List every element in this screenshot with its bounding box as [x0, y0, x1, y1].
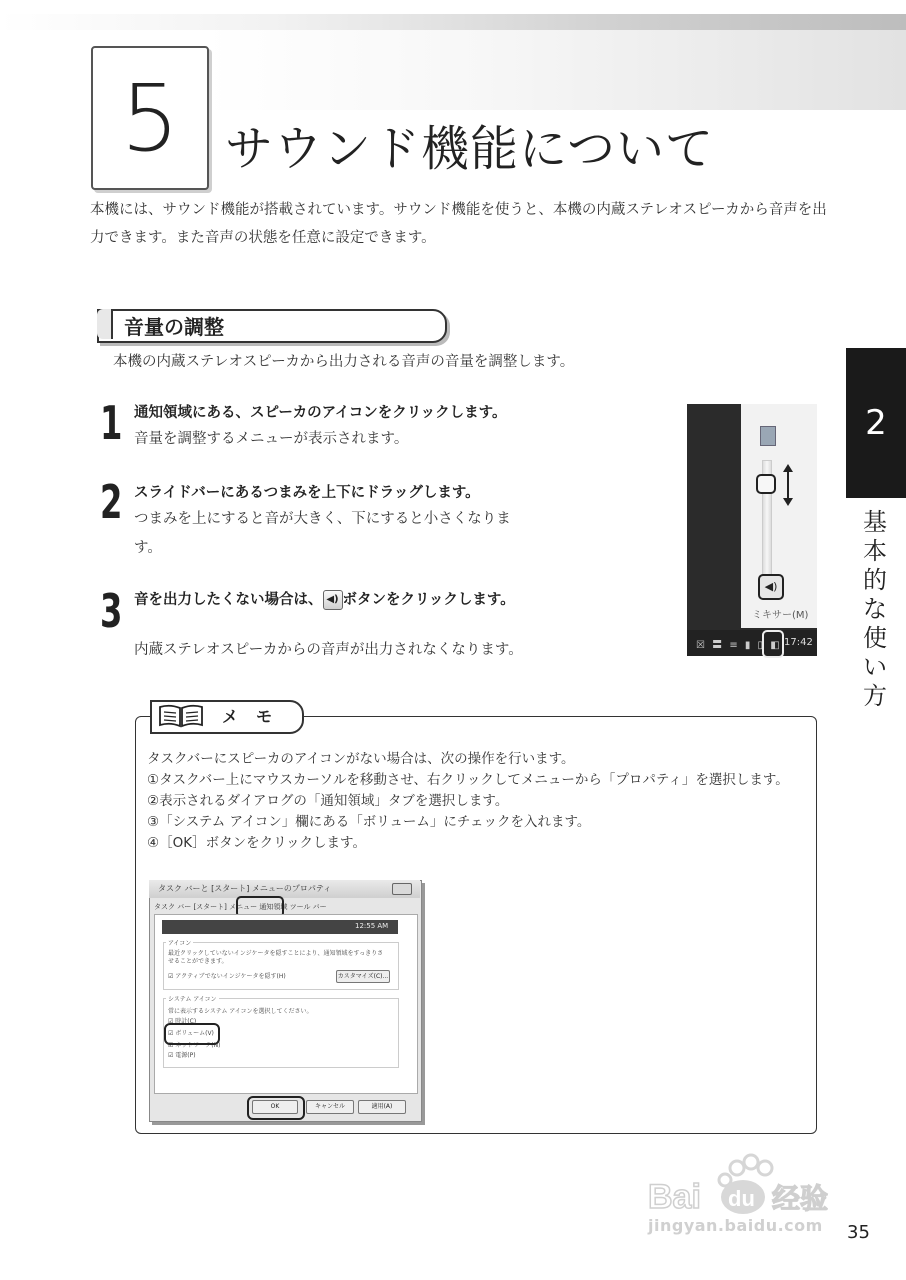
step-3-title-post: ボタンをクリックします。: [342, 592, 515, 608]
book-icon: [158, 704, 204, 728]
memo-line: ②表示されるダイアログの「通知領域」タブを選択します。: [147, 793, 509, 809]
mute-button-icon: ◀): [758, 574, 784, 600]
dialog-close-icon: [392, 883, 412, 895]
icons-group-label: アイコン: [168, 940, 192, 947]
step-1-body: 音量を調整するメニューが表示されます。: [134, 431, 409, 447]
memo-line: ④［OK］ボタンをクリックします。: [147, 835, 366, 851]
chapter-side-tab: 2: [846, 348, 906, 498]
speaker-device-icon: [760, 426, 776, 446]
intro-paragraph: 本機には、サウンド機能が搭載されています。サウンド機能を使うと、本機の内蔵ステレオスピーカから音声を出力できます。また音声の状態を任意に設定できます。: [90, 202, 827, 246]
header-gradient-band: [0, 14, 906, 30]
step-1-number: 1: [100, 396, 123, 450]
section-description: 本機の内蔵ステレオスピーカから出力される音声の音量を調整します。: [113, 354, 575, 370]
watermark-url: jingyan.baidu.com: [648, 1216, 823, 1235]
page-title: サウンド機能について: [225, 121, 715, 177]
step-1-title: 通知領域にある、スピーカのアイコンをクリックします。: [134, 405, 507, 421]
memo-label: メモ: [222, 707, 291, 726]
svg-text:经验: 经验: [772, 1182, 829, 1215]
up-down-arrow-icon: [782, 464, 794, 506]
section-heading: 音量の調整: [124, 315, 224, 339]
step-3-title: [134, 586, 526, 614]
memo-line: ①タスクバー上にマウスカーソルを移動させ、右クリックしてメニューから「プロパティ」を選択します。: [147, 772, 789, 788]
tray-icons: ☒ 〓 ≡ ▮ ▯ ◧: [696, 640, 782, 651]
step-3-title-pre: 音を出力したくない場合は、: [134, 592, 323, 608]
hide-inactive-checkbox: ☑ アクティブでないインジケータを隠す(H): [168, 973, 286, 980]
ok-button-highlight: [247, 1096, 305, 1120]
section-heading-tab: [97, 309, 113, 339]
step-3-number: 3: [100, 584, 123, 638]
step-2-body: つまみを上にすると音が大きく、下にすると小さくなります。: [134, 511, 511, 556]
customize-button: カスタマイズ(C)...: [336, 970, 390, 983]
volume-slider-knob: [756, 474, 776, 494]
power-checkbox: ☑ 電源(P): [168, 1052, 196, 1059]
memo-line: ③「システム アイコン」欄にある「ボリューム」にチェックを入れます。: [147, 814, 591, 830]
tray-preview-time: 12:55 AM: [355, 922, 389, 930]
tray-clock: 17:42: [784, 637, 813, 648]
cancel-button: キャンセル: [306, 1100, 354, 1114]
network-checkbox: ☑ ネットワーク(N): [168, 1042, 221, 1049]
svg-text:Bai: Bai: [648, 1178, 701, 1216]
apply-button: 適用(A): [358, 1100, 406, 1114]
speaker-tray-highlight: [762, 630, 784, 658]
speaker-button-icon: ◀): [323, 590, 343, 610]
dialog-tabs: タスク バー [スタート] メニュー 通知領域 ツール バー: [154, 903, 327, 911]
volume-checkbox: ☑ ボリューム(V): [168, 1030, 214, 1037]
memo-line: タスクバーにスピーカのアイコンがない場合は、次の操作を行います。: [147, 751, 575, 767]
dialog-title: タスク バーと [スタート] メニューのプロパティ: [158, 884, 332, 893]
ok-button: OK: [252, 1100, 298, 1114]
chapter-number: 5: [91, 46, 209, 190]
clock-checkbox: ☑ 時計(C): [168, 1018, 197, 1025]
mixer-link: ミキサー(M): [752, 610, 809, 621]
volume-checkbox-highlight: [164, 1023, 220, 1045]
system-icons-group-label: システム アイコン: [168, 996, 217, 1003]
page-number: 35: [847, 1222, 870, 1243]
title-gradient-band: [205, 30, 906, 110]
chapter-side-label: 基本的な使い方: [863, 508, 887, 710]
system-icons-text: 常に表示するシステム アイコンを選択してください。: [168, 1008, 313, 1015]
step-2-title: スライドバーにあるつまみを上下にドラッグします。: [134, 485, 480, 501]
icons-group-text: 最近クリックしていないインジケータを隠すことにより、通知領域をすっきりさせることができます。: [168, 950, 384, 965]
step-2-number: 2: [100, 475, 123, 529]
step-3-body: 内蔵ステレオスピーカからの音声が出力されなくなります。: [134, 642, 523, 658]
memo-text: [147, 749, 789, 854]
svg-text:du: du: [728, 1186, 755, 1211]
